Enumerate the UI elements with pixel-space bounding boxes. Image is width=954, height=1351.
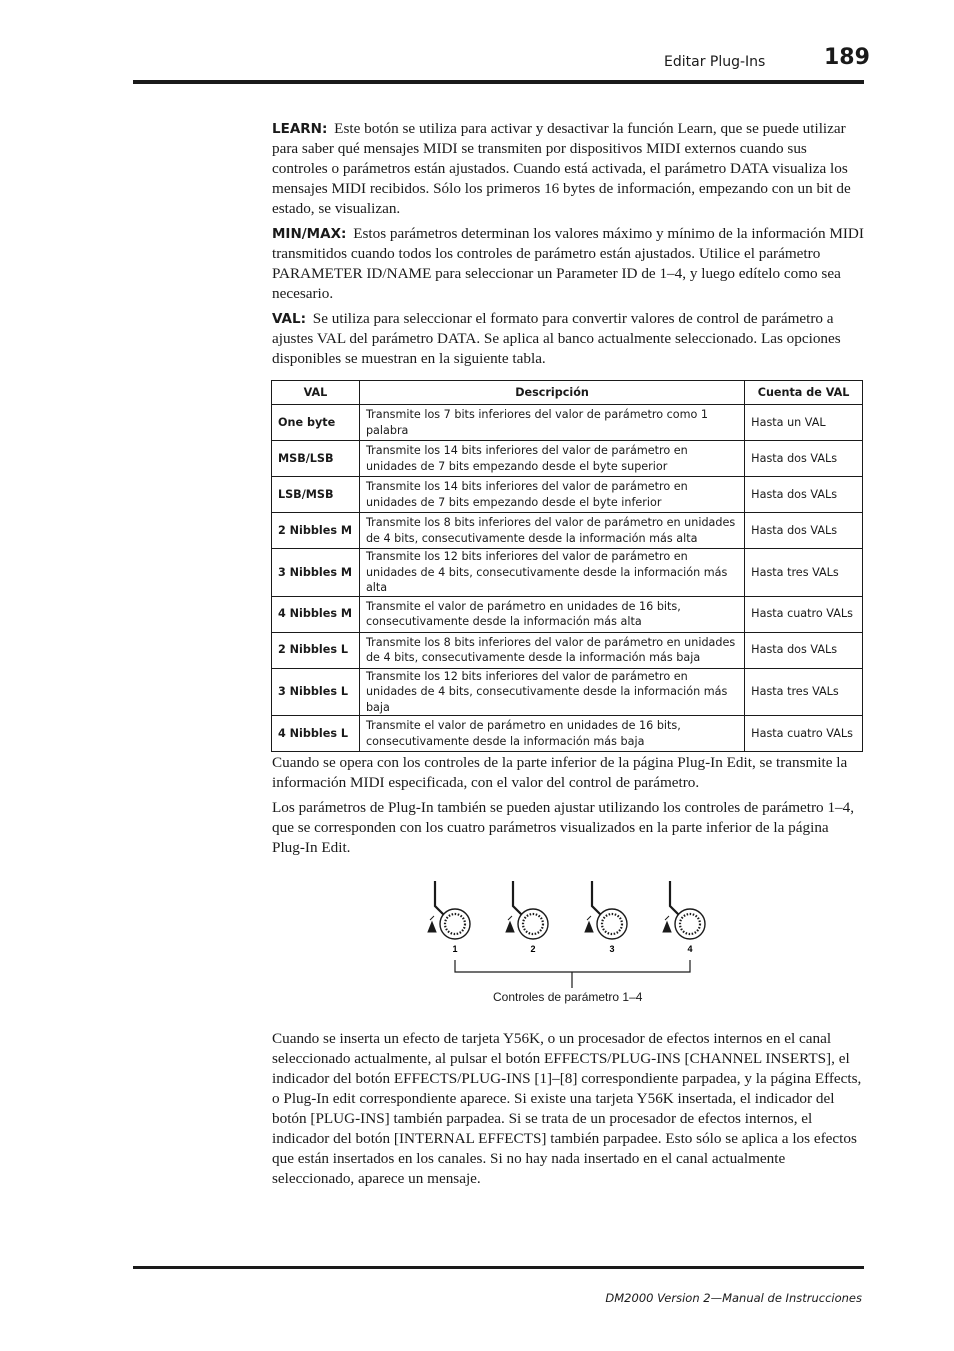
val-table bbox=[271, 380, 863, 752]
table-row bbox=[272, 668, 863, 716]
table-cell: Transmite los 14 bits inferiores del valor de parámetro en unidades de 7 bits empezando desde el byte superior bbox=[359, 441, 744, 477]
table-cell: Transmite los 14 bits inferiores del valor de parámetro en unidades de 7 bits empezando desde el byte inferior bbox=[359, 477, 744, 513]
table-header-row bbox=[272, 381, 863, 405]
footer-rule bbox=[133, 1266, 864, 1269]
table-row bbox=[272, 549, 863, 597]
table-cell: 3 Nibbles M bbox=[272, 549, 360, 597]
header-rule bbox=[133, 80, 864, 84]
table-header-cell: Cuenta de VAL bbox=[745, 381, 863, 405]
knob-inner bbox=[602, 914, 622, 934]
table-header-cell: VAL bbox=[272, 381, 360, 405]
paragraph-learn-text: Este botón se utiliza para activar y desactivar la función Learn, que se puede utilizar para saber qué mensajes MIDI se transmiten por dispositivos MIDI externos cuando sus controles o parámetros están ajustados. Cuando está activada, el parámetro DATA visualiza los mensajes MIDI recibidos. Sólo los primeros 16 bytes de información, empezando con un bit de estado, se visualizan. bbox=[272, 120, 851, 217]
table-cell: Hasta tres VALs bbox=[745, 549, 863, 597]
paragraph-learn bbox=[272, 119, 864, 219]
table-row bbox=[272, 513, 863, 549]
table-row bbox=[272, 596, 863, 632]
knob-2 bbox=[506, 881, 548, 954]
table-cell: Hasta dos VALs bbox=[745, 632, 863, 668]
table-cell: Hasta dos VALs bbox=[745, 513, 863, 549]
knob-inner bbox=[680, 914, 700, 934]
knob-1 bbox=[428, 881, 470, 954]
led-icon bbox=[428, 916, 436, 932]
paragraph-after-table-1: Cuando se opera con los controles de la parte inferior de la página Plug-In Edit, se transmite la información MIDI especificada, con el valor del control de parámetro. bbox=[272, 754, 848, 791]
led-icon bbox=[663, 916, 671, 932]
table-cell: 2 Nibbles M bbox=[272, 513, 360, 549]
knob-4 bbox=[663, 881, 705, 954]
footer-text: DM2000 Version 2—Manual de Instrucciones bbox=[605, 1291, 862, 1305]
paragraph-minmax bbox=[272, 224, 864, 304]
table-cell: Hasta un VAL bbox=[745, 405, 863, 441]
table-cell: Hasta cuatro VALs bbox=[745, 596, 863, 632]
knob-inner bbox=[523, 914, 543, 934]
term-val: VAL: bbox=[272, 311, 306, 327]
paragraph-after-table-2: Los parámetros de Plug-In también se pueden ajustar utilizando los controles de parámetro 1–4, que se corresponden con los cuatro parámetros visualizados en la parte inferior de la página Plug-In Edit. bbox=[272, 799, 855, 856]
table-cell: 3 Nibbles L bbox=[272, 668, 360, 716]
paragraph-minmax-text: Estos parámetros determinan los valores máximo y mínimo de la información MIDI transmitidos cuando todos los controles de parámetro están ajustados. Utilice el parámetro PARAMETER ID/NAME para seleccionar un Parameter ID de 1–4, y luego edítelo como sea necesario. bbox=[272, 225, 864, 302]
table-cell: LSB/MSB bbox=[272, 477, 360, 513]
table-header-cell: Descripción bbox=[359, 381, 744, 405]
knob-label: 2 bbox=[530, 944, 536, 954]
table-cell: Transmite los 12 bits inferiores del valor de parámetro en unidades de 4 bits, consecutivamente desde la información más alta bbox=[359, 549, 744, 597]
table-cell: MSB/LSB bbox=[272, 441, 360, 477]
term-learn: LEARN: bbox=[272, 121, 328, 137]
table-row bbox=[272, 632, 863, 668]
table-cell: Transmite los 12 bits inferiores del valor de parámetro en unidades de 4 bits, consecutivamente desde la información más baja bbox=[359, 668, 744, 716]
table-cell: One byte bbox=[272, 405, 360, 441]
table-cell: 4 Nibbles M bbox=[272, 596, 360, 632]
table-cell: Hasta dos VALs bbox=[745, 441, 863, 477]
knob-label: 3 bbox=[609, 944, 615, 954]
table-cell: Hasta dos VALs bbox=[745, 477, 863, 513]
knob-label: 1 bbox=[452, 944, 458, 954]
table-cell: Transmite los 8 bits inferiores del valor de parámetro en unidades de 4 bits, consecutivamente desde la información más baja bbox=[359, 632, 744, 668]
table-cell: Transmite los 7 bits inferiores del valor de parámetro como 1 palabra bbox=[359, 405, 744, 441]
table-row bbox=[272, 405, 863, 441]
knob-inner bbox=[445, 914, 465, 934]
table-cell: 4 Nibbles L bbox=[272, 716, 360, 752]
table-cell: Hasta tres VALs bbox=[745, 668, 863, 716]
paragraph-final: Cuando se inserta un efecto de tarjeta Y56K, o un procesador de efectos internos en el canal seleccionado actualmente, al pulsar el botón EFFECTS/PLUG-INS [CHANNEL INSERTS], el indicador del botón EFFECTS/PLUG-INS [1]–[8] correspondiente parpadea, y la página Effects, o Plug-In edit correspondiente aparece. Si existe una tarjeta Y56K insertada, el indicador del botón [PLUG-INS] también parpadea. Si se trata de un procesador de efectos internos, el indicador del botón [INTERNAL EFFECTS] también parpadee. Esto sólo se aplica a los efectos que están insertados en los canales. Si no hay nada insertado en el canal actualmente seleccionado, aparece un mensaje. bbox=[272, 1030, 862, 1187]
table-cell: Transmite el valor de parámetro en unidades de 16 bits, consecutivamente desde la información más baja bbox=[359, 716, 744, 752]
paragraph-val-text: Se utiliza para seleccionar el formato para convertir valores de control de parámetro a ajustes VAL del parámetro DATA. Se aplica al banco actualmente seleccionado. Las opciones disponibles se muestran en la siguiente tabla. bbox=[272, 310, 841, 367]
table-row bbox=[272, 477, 863, 513]
knob-label: 4 bbox=[687, 944, 693, 954]
term-minmax: MIN/MAX: bbox=[272, 226, 347, 242]
page-number: 189 bbox=[824, 45, 870, 70]
led-icon bbox=[585, 916, 593, 932]
table-cell: Transmite el valor de parámetro en unidades de 16 bits, consecutivamente desde la información más alta bbox=[359, 596, 744, 632]
section-title: Editar Plug-Ins bbox=[664, 54, 766, 70]
table-cell: 2 Nibbles L bbox=[272, 632, 360, 668]
table-cell: Hasta cuatro VALs bbox=[745, 716, 863, 752]
caption-bracket bbox=[455, 960, 690, 988]
led-icon bbox=[506, 916, 514, 932]
table-row bbox=[272, 716, 863, 752]
paragraph-val bbox=[272, 309, 864, 369]
figure-caption: Controles de parámetro 1–4 bbox=[493, 990, 643, 1004]
knob-3 bbox=[585, 881, 627, 954]
table-row bbox=[272, 441, 863, 477]
table-cell: Transmite los 8 bits inferiores del valor de parámetro en unidades de 4 bits, consecutivamente desde la información más alta bbox=[359, 513, 744, 549]
